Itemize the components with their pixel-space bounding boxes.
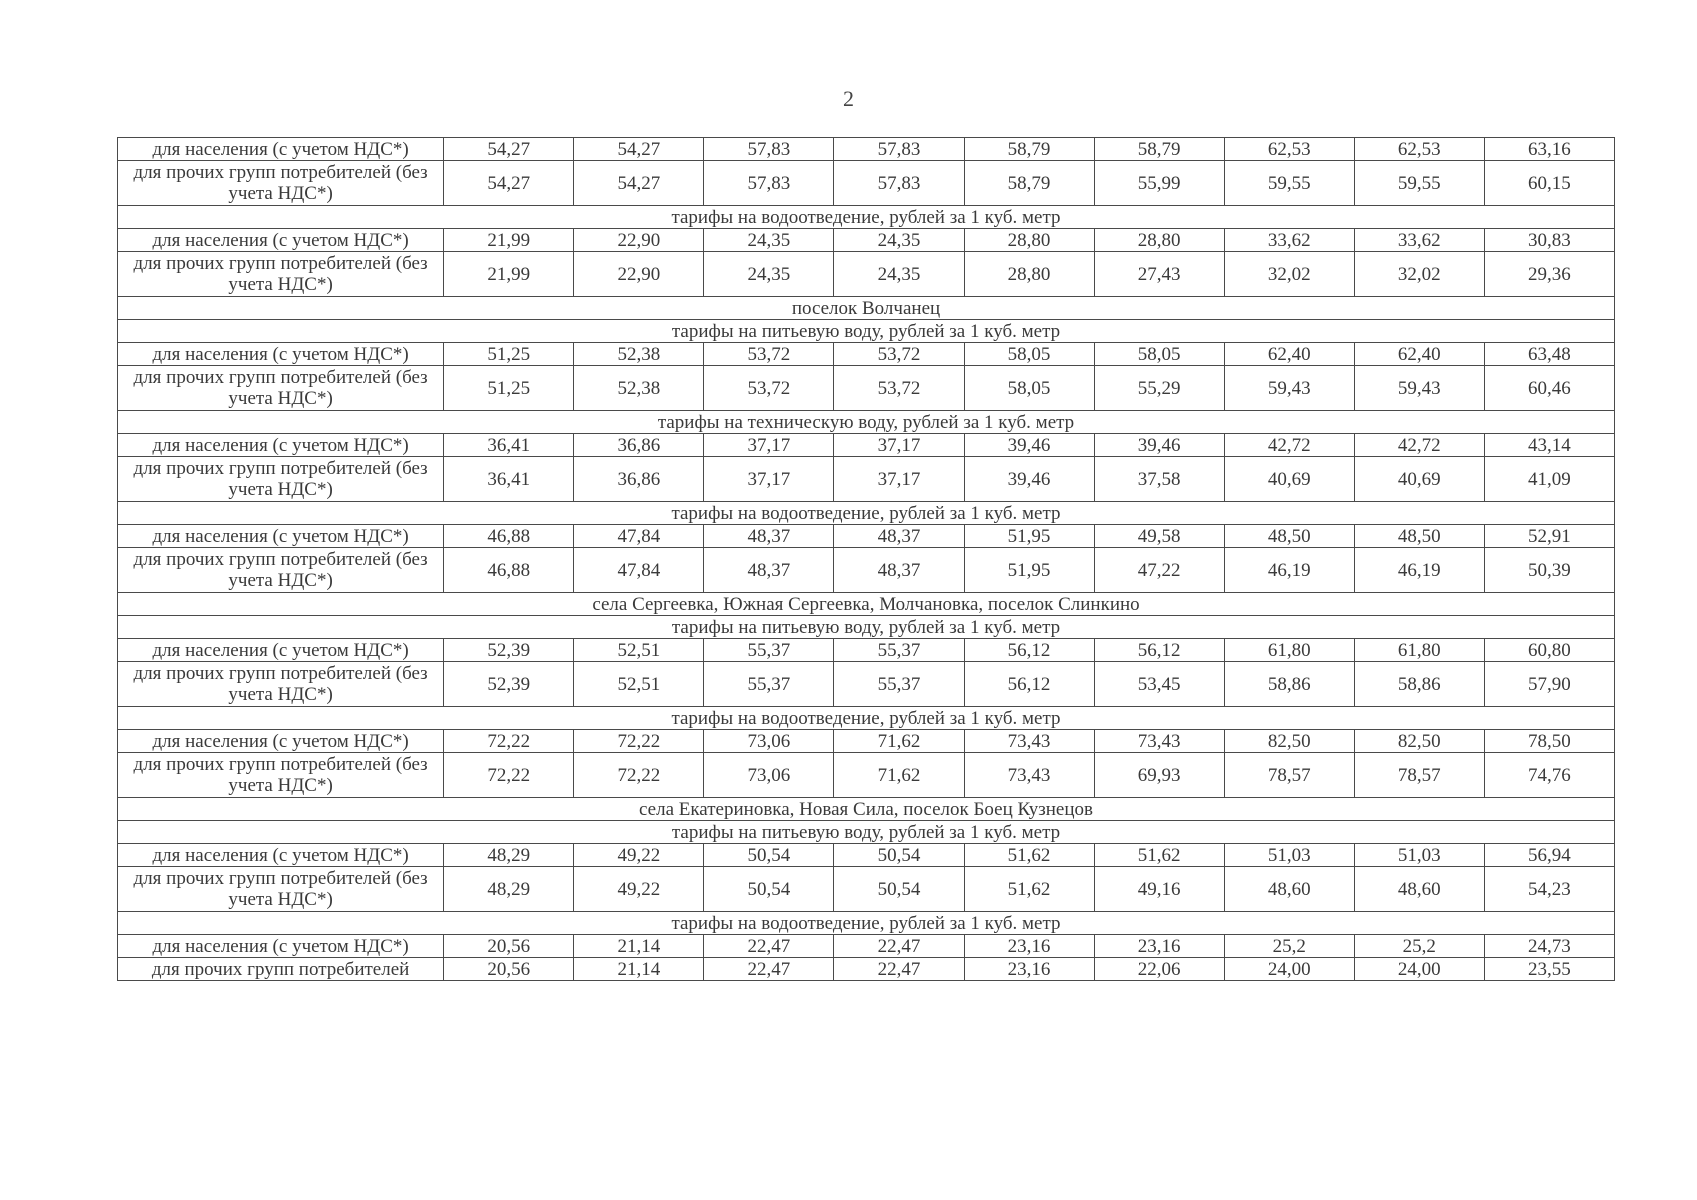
consumer-group-label: для населения (с учетом НДС*) xyxy=(118,229,444,252)
tariff-value-cell: 52,38 xyxy=(574,366,704,411)
section-header: тарифы на водоотведение, рублей за 1 куб. метр xyxy=(118,912,1615,935)
tariff-value-cell: 21,99 xyxy=(444,252,574,297)
consumer-group-label: для прочих групп потребителей (без учета НДС*) xyxy=(118,252,444,297)
tariff-value-cell: 33,62 xyxy=(1224,229,1354,252)
tariff-value-cell: 54,27 xyxy=(444,161,574,206)
tariff-value-cell: 49,16 xyxy=(1094,867,1224,912)
section-header-row xyxy=(118,912,1615,935)
tariff-value-cell: 47,22 xyxy=(1094,548,1224,593)
tariff-value-cell: 24,00 xyxy=(1354,958,1484,981)
tariff-value-cell: 72,22 xyxy=(574,753,704,798)
section-header: села Сергеевка, Южная Сергеевка, Молчановка, поселок Слинкино xyxy=(118,593,1615,616)
tariff-value-cell: 62,53 xyxy=(1354,138,1484,161)
consumer-group-label: для населения (с учетом НДС*) xyxy=(118,525,444,548)
table-row xyxy=(118,662,1615,707)
tariff-value-cell: 61,80 xyxy=(1224,639,1354,662)
tariff-value-cell: 46,19 xyxy=(1354,548,1484,593)
tariff-value-cell: 48,29 xyxy=(444,867,574,912)
tariff-value-cell: 21,99 xyxy=(444,229,574,252)
tariff-value-cell: 22,90 xyxy=(574,252,704,297)
tariff-value-cell: 24,35 xyxy=(704,229,834,252)
consumer-group-label: для прочих групп потребителей (без учета НДС*) xyxy=(118,753,444,798)
tariff-value-cell: 59,55 xyxy=(1354,161,1484,206)
tariff-value-cell: 46,88 xyxy=(444,548,574,593)
consumer-group-label: для прочих групп потребителей (без учета НДС*) xyxy=(118,662,444,707)
tariff-value-cell: 36,41 xyxy=(444,457,574,502)
tariff-value-cell: 22,47 xyxy=(704,958,834,981)
consumer-group-label: для прочих групп потребителей (без учета НДС*) xyxy=(118,161,444,206)
tariff-value-cell: 22,47 xyxy=(834,958,964,981)
table-row xyxy=(118,958,1615,981)
tariff-value-cell: 37,17 xyxy=(834,434,964,457)
consumer-group-label: для населения (с учетом НДС*) xyxy=(118,844,444,867)
tariff-value-cell: 40,69 xyxy=(1354,457,1484,502)
section-header-row xyxy=(118,502,1615,525)
table-row xyxy=(118,138,1615,161)
tariff-value-cell: 28,80 xyxy=(964,252,1094,297)
tariff-value-cell: 78,57 xyxy=(1224,753,1354,798)
tariff-value-cell: 50,39 xyxy=(1484,548,1614,593)
tariff-value-cell: 48,60 xyxy=(1224,867,1354,912)
tariff-value-cell: 60,15 xyxy=(1484,161,1614,206)
table-row xyxy=(118,639,1615,662)
tariff-value-cell: 48,29 xyxy=(444,844,574,867)
tariff-value-cell: 27,43 xyxy=(1094,252,1224,297)
tariff-value-cell: 49,22 xyxy=(574,844,704,867)
tariff-value-cell: 49,22 xyxy=(574,867,704,912)
tariff-value-cell: 52,39 xyxy=(444,639,574,662)
tariff-value-cell: 48,37 xyxy=(704,525,834,548)
consumer-group-label: для населения (с учетом НДС*) xyxy=(118,639,444,662)
consumer-group-label: для населения (с учетом НДС*) xyxy=(118,343,444,366)
tariff-value-cell: 32,02 xyxy=(1224,252,1354,297)
tariff-value-cell: 37,17 xyxy=(704,434,834,457)
section-header: поселок Волчанец xyxy=(118,297,1615,320)
tariff-value-cell: 56,94 xyxy=(1484,844,1614,867)
section-header: тарифы на водоотведение, рублей за 1 куб. метр xyxy=(118,707,1615,730)
tariff-value-cell: 58,05 xyxy=(1094,343,1224,366)
tariff-value-cell: 58,79 xyxy=(964,161,1094,206)
tariff-value-cell: 28,80 xyxy=(964,229,1094,252)
tariff-value-cell: 62,53 xyxy=(1224,138,1354,161)
tariff-value-cell: 58,79 xyxy=(964,138,1094,161)
table-row xyxy=(118,252,1615,297)
tariff-value-cell: 48,50 xyxy=(1354,525,1484,548)
tariff-value-cell: 73,06 xyxy=(704,753,834,798)
consumer-group-label: для прочих групп потребителей (без учета НДС*) xyxy=(118,457,444,502)
table-row xyxy=(118,753,1615,798)
tariff-value-cell: 51,03 xyxy=(1354,844,1484,867)
tariff-value-cell: 73,43 xyxy=(1094,730,1224,753)
tariff-value-cell: 36,41 xyxy=(444,434,574,457)
section-header-row xyxy=(118,411,1615,434)
tariff-value-cell: 32,02 xyxy=(1354,252,1484,297)
tariff-value-cell: 55,37 xyxy=(834,662,964,707)
tariff-value-cell: 69,93 xyxy=(1094,753,1224,798)
tariff-value-cell: 73,43 xyxy=(964,753,1094,798)
section-header-row xyxy=(118,297,1615,320)
section-header-row xyxy=(118,707,1615,730)
tariff-value-cell: 59,43 xyxy=(1354,366,1484,411)
consumer-group-label: для прочих групп потребителей (без учета НДС*) xyxy=(118,366,444,411)
tariff-value-cell: 72,22 xyxy=(574,730,704,753)
section-header: тарифы на водоотведение, рублей за 1 куб. метр xyxy=(118,502,1615,525)
tariff-value-cell: 52,91 xyxy=(1484,525,1614,548)
tariff-value-cell: 23,16 xyxy=(964,935,1094,958)
tariff-value-cell: 57,83 xyxy=(834,138,964,161)
tariff-value-cell: 22,06 xyxy=(1094,958,1224,981)
tariff-value-cell: 39,46 xyxy=(964,434,1094,457)
tariff-value-cell: 60,80 xyxy=(1484,639,1614,662)
table-row xyxy=(118,343,1615,366)
tariff-value-cell: 54,23 xyxy=(1484,867,1614,912)
tariff-value-cell: 53,45 xyxy=(1094,662,1224,707)
tariff-value-cell: 37,58 xyxy=(1094,457,1224,502)
tariff-value-cell: 51,95 xyxy=(964,548,1094,593)
tariff-value-cell: 37,17 xyxy=(704,457,834,502)
consumer-group-label: для прочих групп потребителей (без учета НДС*) xyxy=(118,548,444,593)
tariff-value-cell: 74,76 xyxy=(1484,753,1614,798)
tariff-value-cell: 53,72 xyxy=(834,343,964,366)
table-row xyxy=(118,161,1615,206)
tariff-value-cell: 57,83 xyxy=(704,138,834,161)
tariff-value-cell: 43,14 xyxy=(1484,434,1614,457)
tariff-value-cell: 33,62 xyxy=(1354,229,1484,252)
tariff-value-cell: 51,03 xyxy=(1224,844,1354,867)
tariff-value-cell: 46,88 xyxy=(444,525,574,548)
tariff-value-cell: 25,2 xyxy=(1224,935,1354,958)
tariff-value-cell: 21,14 xyxy=(574,935,704,958)
tariff-value-cell: 57,83 xyxy=(704,161,834,206)
tariff-value-cell: 50,54 xyxy=(834,867,964,912)
tariff-value-cell: 24,35 xyxy=(704,252,834,297)
tariff-value-cell: 56,12 xyxy=(964,662,1094,707)
tariff-value-cell: 71,62 xyxy=(834,753,964,798)
tariff-value-cell: 58,79 xyxy=(1094,138,1224,161)
tariff-value-cell: 78,57 xyxy=(1354,753,1484,798)
tariff-value-cell: 39,46 xyxy=(964,457,1094,502)
tariff-value-cell: 59,43 xyxy=(1224,366,1354,411)
tariff-value-cell: 29,36 xyxy=(1484,252,1614,297)
tariff-value-cell: 62,40 xyxy=(1224,343,1354,366)
tariff-value-cell: 28,80 xyxy=(1094,229,1224,252)
tariff-table xyxy=(117,137,1615,981)
table-row xyxy=(118,366,1615,411)
tariff-value-cell: 20,56 xyxy=(444,935,574,958)
tariff-value-cell: 48,37 xyxy=(834,548,964,593)
tariff-value-cell: 51,62 xyxy=(964,844,1094,867)
tariff-value-cell: 25,2 xyxy=(1354,935,1484,958)
tariff-value-cell: 53,72 xyxy=(834,366,964,411)
tariff-value-cell: 55,37 xyxy=(704,639,834,662)
tariff-value-cell: 63,16 xyxy=(1484,138,1614,161)
tariff-value-cell: 51,95 xyxy=(964,525,1094,548)
tariff-value-cell: 30,83 xyxy=(1484,229,1614,252)
tariff-value-cell: 56,12 xyxy=(1094,639,1224,662)
tariff-value-cell: 48,50 xyxy=(1224,525,1354,548)
tariff-value-cell: 62,40 xyxy=(1354,343,1484,366)
tariff-value-cell: 72,22 xyxy=(444,753,574,798)
tariff-value-cell: 47,84 xyxy=(574,548,704,593)
tariff-value-cell: 48,60 xyxy=(1354,867,1484,912)
tariff-value-cell: 37,17 xyxy=(834,457,964,502)
tariff-value-cell: 71,62 xyxy=(834,730,964,753)
tariff-value-cell: 50,54 xyxy=(704,844,834,867)
tariff-value-cell: 53,72 xyxy=(704,343,834,366)
tariff-value-cell: 41,09 xyxy=(1484,457,1614,502)
tariff-value-cell: 58,05 xyxy=(964,366,1094,411)
tariff-value-cell: 24,00 xyxy=(1224,958,1354,981)
tariff-value-cell: 48,37 xyxy=(704,548,834,593)
tariff-value-cell: 58,86 xyxy=(1354,662,1484,707)
tariff-value-cell: 46,19 xyxy=(1224,548,1354,593)
consumer-group-label: для населения (с учетом НДС*) xyxy=(118,434,444,457)
table-row xyxy=(118,457,1615,502)
section-header-row xyxy=(118,616,1615,639)
tariff-value-cell: 51,62 xyxy=(964,867,1094,912)
tariff-value-cell: 63,48 xyxy=(1484,343,1614,366)
tariff-value-cell: 39,46 xyxy=(1094,434,1224,457)
tariff-value-cell: 58,86 xyxy=(1224,662,1354,707)
tariff-value-cell: 52,51 xyxy=(574,639,704,662)
tariff-value-cell: 22,47 xyxy=(704,935,834,958)
tariff-value-cell: 52,38 xyxy=(574,343,704,366)
section-header: тарифы на техническую воду, рублей за 1 куб. метр xyxy=(118,411,1615,434)
section-header-row xyxy=(118,206,1615,229)
tariff-value-cell: 55,37 xyxy=(834,639,964,662)
tariff-value-cell: 73,43 xyxy=(964,730,1094,753)
section-header-row xyxy=(118,798,1615,821)
tariff-value-cell: 53,72 xyxy=(704,366,834,411)
tariff-value-cell: 61,80 xyxy=(1354,639,1484,662)
tariff-value-cell: 48,37 xyxy=(834,525,964,548)
tariff-value-cell: 42,72 xyxy=(1354,434,1484,457)
tariff-value-cell: 24,35 xyxy=(834,252,964,297)
consumer-group-label: для населения (с учетом НДС*) xyxy=(118,935,444,958)
tariff-value-cell: 23,16 xyxy=(964,958,1094,981)
tariff-value-cell: 50,54 xyxy=(834,844,964,867)
tariff-value-cell: 72,22 xyxy=(444,730,574,753)
tariff-value-cell: 59,55 xyxy=(1224,161,1354,206)
tariff-value-cell: 21,14 xyxy=(574,958,704,981)
table-row xyxy=(118,844,1615,867)
section-header-row xyxy=(118,821,1615,844)
page-number: 2 xyxy=(843,86,854,111)
tariff-value-cell: 57,83 xyxy=(834,161,964,206)
tariff-value-cell: 24,73 xyxy=(1484,935,1614,958)
tariff-value-cell: 82,50 xyxy=(1224,730,1354,753)
tariff-value-cell: 55,99 xyxy=(1094,161,1224,206)
section-header-row xyxy=(118,320,1615,343)
tariff-value-cell: 56,12 xyxy=(964,639,1094,662)
tariff-value-cell: 36,86 xyxy=(574,434,704,457)
tariff-value-cell: 50,54 xyxy=(704,867,834,912)
tariff-value-cell: 36,86 xyxy=(574,457,704,502)
tariff-value-cell: 60,46 xyxy=(1484,366,1614,411)
section-header: тарифы на водоотведение, рублей за 1 куб. метр xyxy=(118,206,1615,229)
tariff-value-cell: 51,25 xyxy=(444,343,574,366)
table-row xyxy=(118,229,1615,252)
section-header: тарифы на питьевую воду, рублей за 1 куб. метр xyxy=(118,616,1615,639)
tariff-value-cell: 40,69 xyxy=(1224,457,1354,502)
tariff-value-cell: 42,72 xyxy=(1224,434,1354,457)
tariff-value-cell: 22,90 xyxy=(574,229,704,252)
tariff-value-cell: 73,06 xyxy=(704,730,834,753)
section-header: тарифы на питьевую воду, рублей за 1 куб. метр xyxy=(118,821,1615,844)
table-row xyxy=(118,730,1615,753)
tariff-value-cell: 54,27 xyxy=(444,138,574,161)
section-header: села Екатериновка, Новая Сила, поселок Боец Кузнецов xyxy=(118,798,1615,821)
table-row xyxy=(118,434,1615,457)
section-header: тарифы на питьевую воду, рублей за 1 куб. метр xyxy=(118,320,1615,343)
tariff-value-cell: 82,50 xyxy=(1354,730,1484,753)
tariff-value-cell: 54,27 xyxy=(574,161,704,206)
tariff-value-cell: 22,47 xyxy=(834,935,964,958)
tariff-value-cell: 52,39 xyxy=(444,662,574,707)
tariff-value-cell: 23,16 xyxy=(1094,935,1224,958)
tariff-value-cell: 55,29 xyxy=(1094,366,1224,411)
tariff-value-cell: 54,27 xyxy=(574,138,704,161)
consumer-group-label: для прочих групп потребителей (без учета НДС*) xyxy=(118,867,444,912)
tariff-value-cell: 58,05 xyxy=(964,343,1094,366)
tariff-value-cell: 78,50 xyxy=(1484,730,1614,753)
tariff-value-cell: 23,55 xyxy=(1484,958,1614,981)
tariff-value-cell: 47,84 xyxy=(574,525,704,548)
table-row xyxy=(118,867,1615,912)
tariff-value-cell: 52,51 xyxy=(574,662,704,707)
section-header-row xyxy=(118,593,1615,616)
tariff-table-body xyxy=(118,138,1615,981)
tariff-value-cell: 55,37 xyxy=(704,662,834,707)
table-row xyxy=(118,935,1615,958)
tariff-value-cell: 57,90 xyxy=(1484,662,1614,707)
consumer-group-label: для населения (с учетом НДС*) xyxy=(118,138,444,161)
tariff-value-cell: 49,58 xyxy=(1094,525,1224,548)
consumer-group-label: для населения (с учетом НДС*) xyxy=(118,730,444,753)
tariff-value-cell: 51,25 xyxy=(444,366,574,411)
tariff-value-cell: 51,62 xyxy=(1094,844,1224,867)
tariff-value-cell: 20,56 xyxy=(444,958,574,981)
table-row xyxy=(118,525,1615,548)
consumer-group-label: для прочих групп потребителей xyxy=(118,958,444,981)
tariff-value-cell: 24,35 xyxy=(834,229,964,252)
table-row xyxy=(118,548,1615,593)
